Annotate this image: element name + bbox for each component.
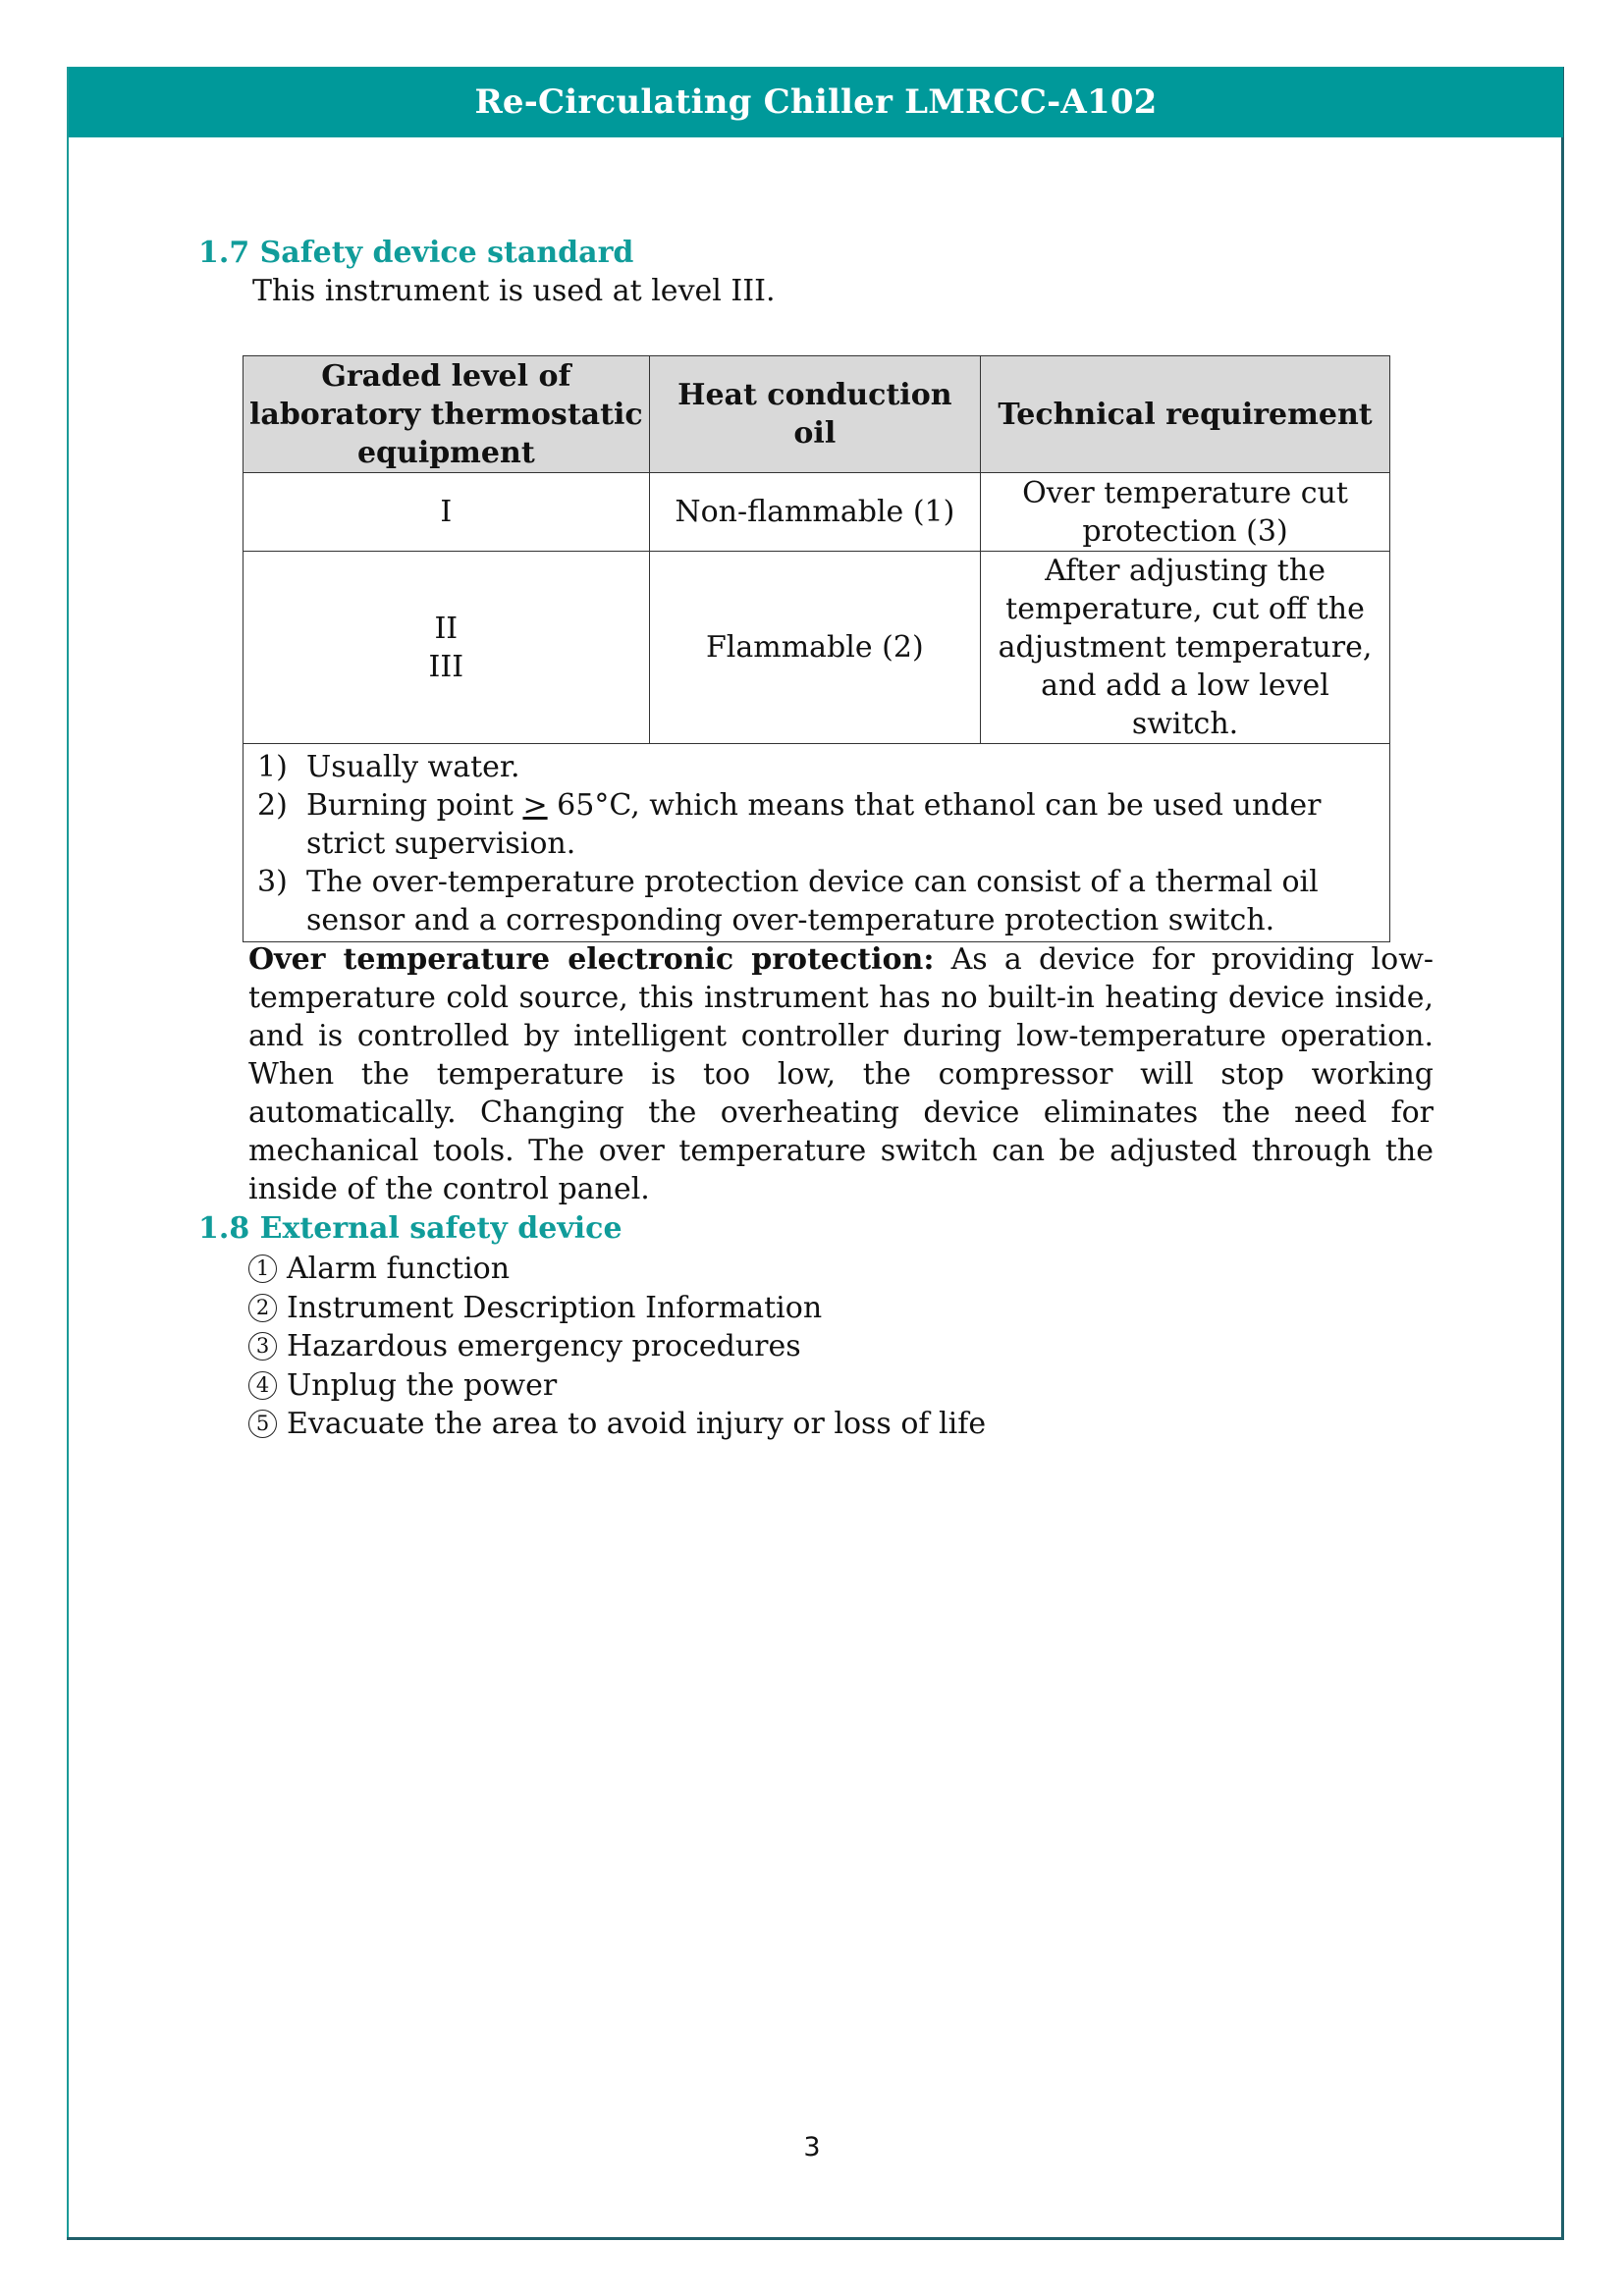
section-heading-1-8: 1.8 External safety device	[198, 1211, 623, 1246]
list-item-text: Unplug the power	[287, 1367, 558, 1403]
note-number: 3)	[257, 865, 288, 899]
circled-number: 1	[248, 1255, 277, 1283]
list-item-text: Evacuate the area to avoid injury or loss of life	[287, 1407, 987, 1441]
circled-number: 2	[248, 1294, 277, 1322]
table-cell-requirement: After adjusting the temperature, cut off the adjustment temperature, and add a low level switch.	[981, 552, 1390, 744]
list-item	[248, 1405, 986, 1444]
list-item-text: Instrument Description Information	[287, 1290, 823, 1325]
table-header-requirement: Technical requirement	[981, 356, 1390, 473]
list-item	[248, 1250, 986, 1289]
table-notes	[244, 744, 1390, 942]
table-header-level: Graded level of laboratory thermostatic equipment	[244, 356, 650, 473]
table-cell-level: I	[244, 473, 650, 552]
list-item	[248, 1289, 986, 1328]
page-frame-shadow-right	[1561, 67, 1564, 2240]
page-frame-shadow-bottom	[67, 2237, 1563, 2240]
circled-number: 5	[248, 1410, 277, 1438]
header-bar	[69, 67, 1563, 137]
paragraph-text: As a device for providing low-temperature cold source, this instrument has no built-in heating device inside, and is controlled by intelligent controller during low-temperature operation. When the temperature is too low, the compressor will stop working automatically. Changing the overheating device eliminates the need for mechanical tools. The over temperature switch can be adjusted through the inside of the control panel.	[248, 942, 1435, 1206]
table-row	[244, 552, 1390, 744]
note-text	[306, 786, 1380, 863]
table-row	[244, 473, 1390, 552]
circled-number: 4	[248, 1371, 277, 1400]
note-text: Usually water.	[306, 750, 520, 784]
table-header-oil: Heat conduction oil	[649, 356, 980, 473]
over-temperature-paragraph	[248, 940, 1434, 1208]
table-cell-level	[244, 552, 650, 744]
level-ii: II	[434, 611, 459, 646]
external-safety-list	[248, 1250, 986, 1444]
document-title: Re-Circulating Chiller LMRCC-A102	[474, 82, 1158, 122]
table-cell-requirement: Over temperature cut protection (3)	[981, 473, 1390, 552]
note-item	[257, 748, 1380, 786]
circled-number: 3	[248, 1332, 277, 1361]
section-heading-1-7: 1.7 Safety device standard	[198, 236, 634, 270]
note-number: 1)	[257, 750, 288, 784]
greater-equal-symbol: >	[522, 788, 548, 823]
list-item	[248, 1366, 986, 1406]
table-header-row	[244, 356, 1390, 473]
note-text: The over-temperature protection device can consist of a thermal oil sensor and a corresponding over-temperature protection switch.	[306, 865, 1319, 937]
safety-standard-table	[243, 355, 1390, 942]
list-item	[248, 1327, 986, 1366]
note-item	[257, 786, 1380, 863]
list-item-text: Alarm function	[287, 1252, 511, 1286]
level-iii: III	[428, 649, 464, 684]
table-cell-oil: Flammable (2)	[649, 552, 980, 744]
section-intro: This instrument is used at level III.	[252, 274, 776, 308]
page-number: 3	[803, 2132, 821, 2163]
list-item-text: Hazardous emergency procedures	[287, 1329, 801, 1363]
note-text-pre: Burning point	[306, 788, 523, 823]
table-notes-row	[244, 744, 1390, 942]
note-item	[257, 863, 1380, 939]
note-text-post: 65°C, which means that ethanol can be used under strict supervision.	[306, 788, 1322, 861]
table-cell-oil: Non-flammable (1)	[649, 473, 980, 552]
note-number: 2)	[257, 788, 288, 823]
paragraph-lead: Over temperature electronic protection:	[248, 942, 935, 977]
